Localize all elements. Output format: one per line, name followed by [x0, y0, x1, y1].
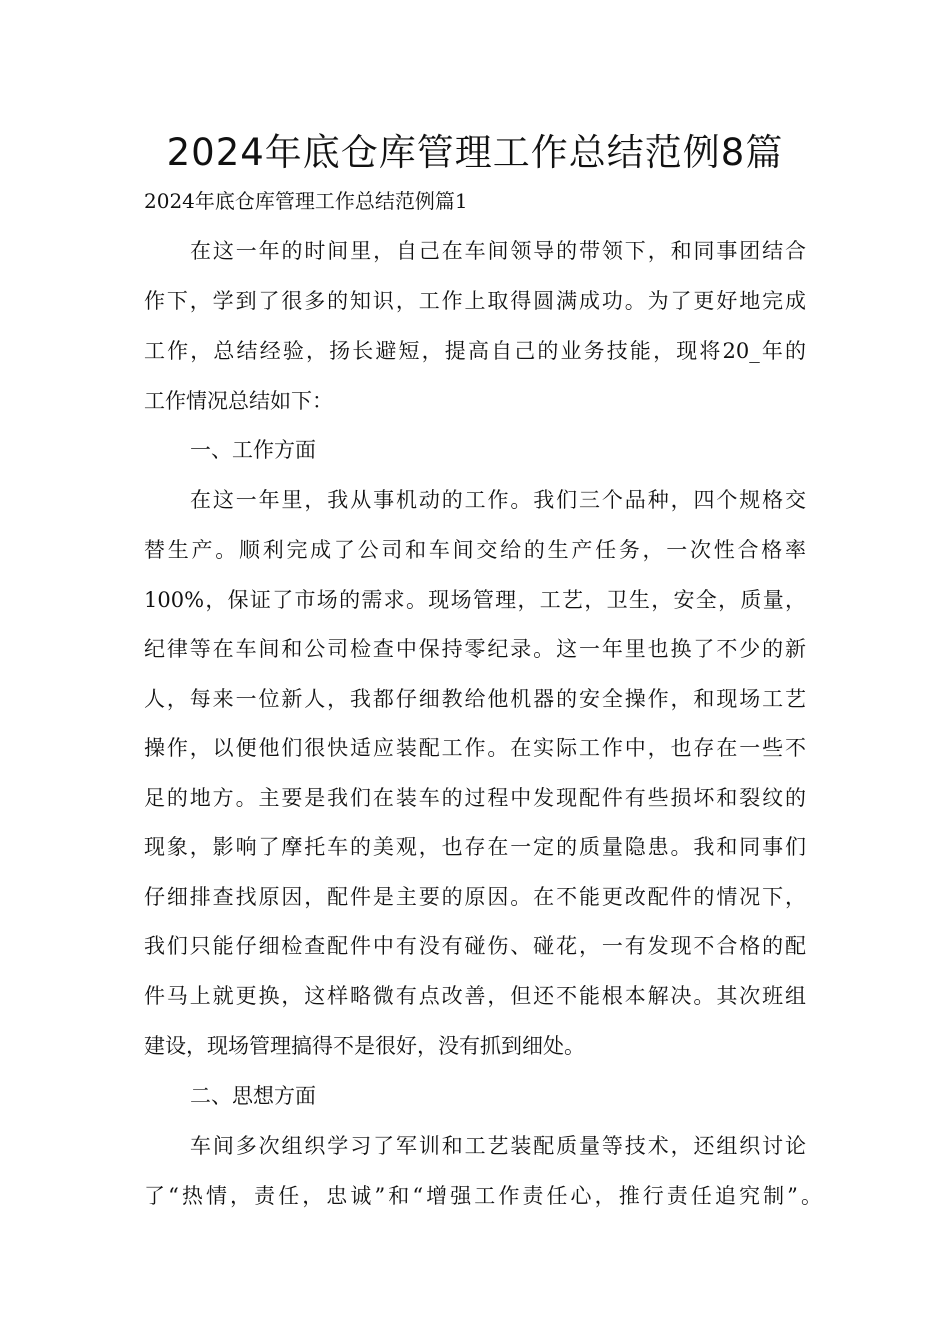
paragraph-line: 仔细排查找原因，配件是主要的原因。在不能更改配件的情况下，: [144, 885, 806, 909]
paragraph-line: 人，每来一位新人，我都仔细教给他机器的安全操作，和现场工艺: [144, 687, 806, 711]
paragraph-line: 足的地方。主要是我们在装车的过程中发现配件有些损坏和裂纹的: [144, 786, 806, 810]
section-subtitle: 2024年底仓库管理工作总结范例篇1: [144, 189, 468, 213]
paragraph-line: 车间多次组织学习了军训和工艺装配质量等技术，还组织讨论: [190, 1134, 806, 1158]
paragraph-line: 了“热情，责任，忠诚”和“增强工作责任心，推行责任追究制”。: [144, 1184, 822, 1208]
section-heading-thought: 二、思想方面: [190, 1084, 316, 1108]
paragraph-line: 我们只能仔细检查配件中有没有碰伤、碰花，一有发现不合格的配: [144, 934, 806, 958]
paragraph-line: 作下，学到了很多的知识，工作上取得圆满成功。为了更好地完成: [144, 289, 806, 313]
paragraph-line: 替生产。顺利完成了公司和车间交给的生产任务，一次性合格率: [144, 538, 806, 562]
paragraph-line: 在这一年里，我从事机动的工作。我们三个品种，四个规格交: [190, 488, 806, 512]
paragraph-line: 在这一年的时间里，自己在车间领导的带领下，和同事团结合: [190, 239, 806, 263]
paragraph-line: 现象，影响了摩托车的美观，也存在一定的质量隐患。我和同事们: [144, 835, 806, 859]
document-title: 2024年底仓库管理工作总结范例8篇: [166, 131, 784, 174]
paragraph-line: 件马上就更换，这样略微有点改善，但还不能根本解决。其次班组: [144, 984, 806, 1008]
paragraph-line: 操作，以便他们很快适应装配工作。在实际工作中，也存在一些不: [144, 736, 806, 760]
section-heading-work: 一、工作方面: [190, 438, 316, 462]
paragraph-line: 工作，总结经验，扬长避短，提高自己的业务技能，现将20_年的: [144, 339, 806, 363]
paragraph-line: 工作情况总结如下：: [144, 389, 333, 413]
paragraph-line: 建设，现场管理搞得不是很好，没有抓到细处。: [144, 1034, 585, 1058]
paragraph-line: 纪律等在车间和公司检查中保持零纪录。这一年里也换了不少的新: [144, 637, 806, 661]
paragraph-line: 100%，保证了市场的需求。现场管理，工艺，卫生，安全，质量，: [144, 588, 806, 612]
